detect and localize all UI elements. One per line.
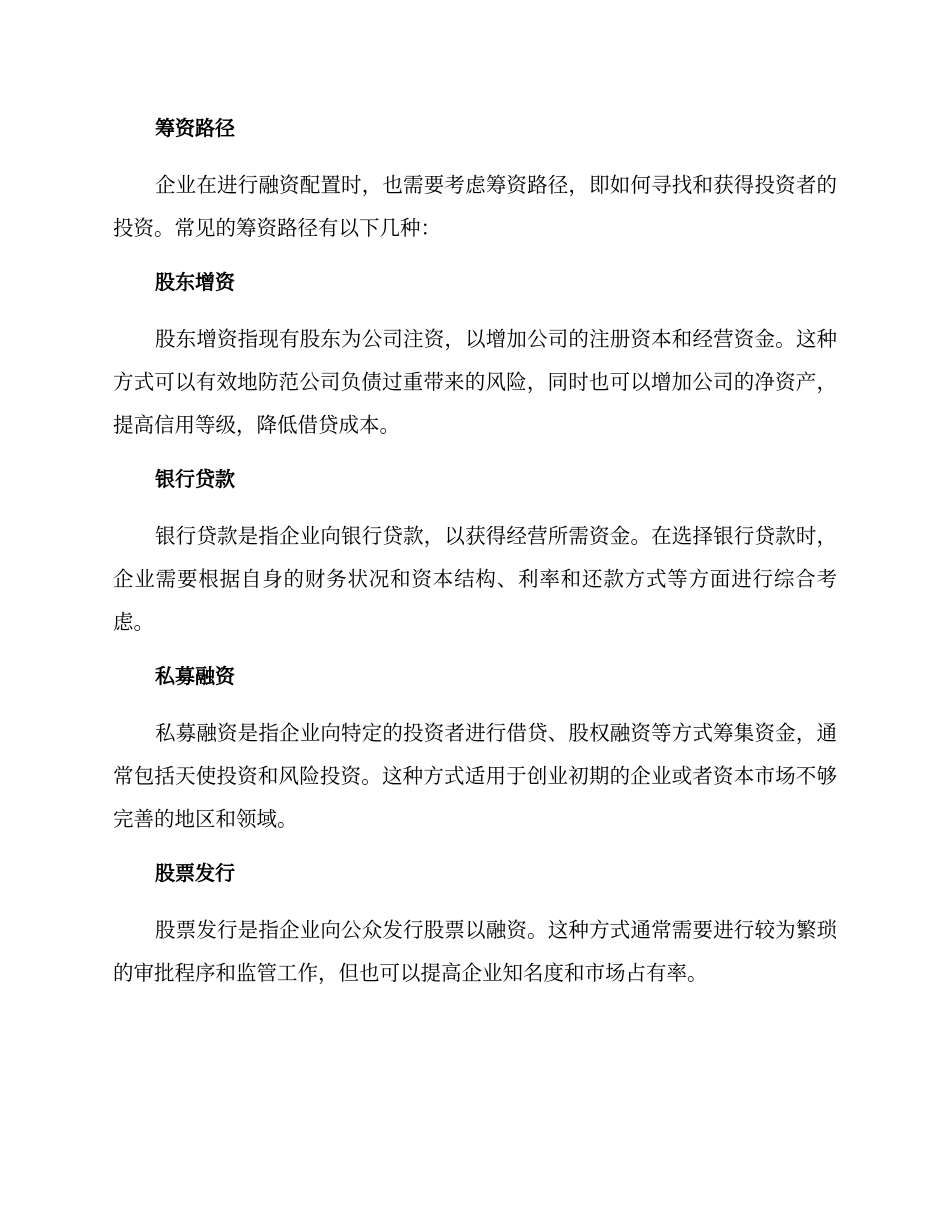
- section-paragraph: 股票发行是指企业向公众发行股票以融资。这种方式通常需要进行较为繁琐的审批程序和监管工作，但也可以提高企业知名度和市场占有率。: [113, 918, 837, 985]
- section-heading: 股东增资: [155, 270, 235, 294]
- section-heading: 银行贷款: [155, 467, 235, 491]
- section-paragraph: 股东增资指现有股东为公司注资，以增加公司的注册资本和经营资金。这种方式可以有效地防范公司负债过重带来的风险，同时也可以增加公司的净资产，提高信用等级，降低借贷成本。: [113, 327, 837, 437]
- section-heading: 筹资路径: [155, 116, 235, 140]
- section-paragraph: 企业在进行融资配置时，也需要考虑筹资路径，即如何寻找和获得投资者的投资。常见的筹资路径有以下几种：: [113, 173, 837, 240]
- section-shareholder-capital-increase: [113, 262, 837, 447]
- section-paragraph: 私募融资是指企业向特定的投资者进行借贷、股权融资等方式筹集资金，通常包括天使投资和风险投资。这种方式适用于创业初期的企业或者资本市场不够完善的地区和领域。: [113, 721, 837, 831]
- section-bank-loan: [113, 459, 837, 644]
- section-heading: 私募融资: [155, 664, 235, 688]
- section-financing-paths: [113, 108, 837, 250]
- section-stock-issuance: [113, 853, 837, 995]
- section-heading: 股票发行: [155, 861, 235, 885]
- section-paragraph: 银行贷款是指企业向银行贷款，以获得经营所需资金。在选择银行贷款时，企业需要根据自身的财务状况和资本结构、利率和还款方式等方面进行综合考虑。: [113, 524, 837, 634]
- section-private-placement: [113, 656, 837, 841]
